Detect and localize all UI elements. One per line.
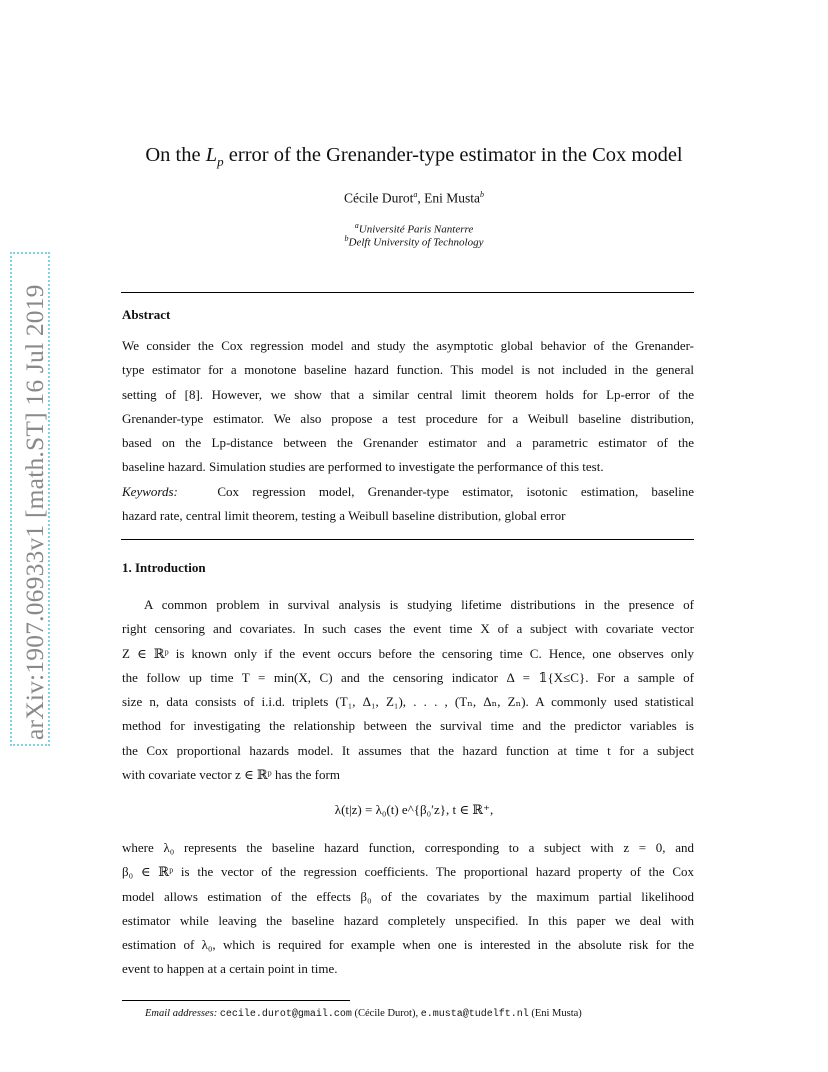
keywords-label: Keywords:	[122, 483, 178, 499]
abstract-line: baseline hazard. Simulation studies are performed to investigate the performance of this test.	[122, 459, 604, 475]
intro-line: method for investigating the relationship between the survival time and the predictor variables is	[122, 718, 694, 734]
abstract-body	[122, 334, 694, 528]
intro-line: the Cox proportional hazards model. It assumes that the hazard function at time t for a subject	[122, 742, 694, 758]
section-heading-introduction: 1. Introduction	[122, 560, 206, 575]
email-durot-link[interactable]: cecile.durot@gmail.com	[219, 1009, 352, 1020]
intro-line: estimator while leaving the baseline hazard completely unspecified. In this paper we deal with	[122, 912, 694, 928]
intro-line: estimation of λ₀, which is required for example when one is interested in the absolute risk for the	[122, 937, 694, 953]
author-musta-mark: b	[479, 190, 484, 199]
introduction-paragraph-2	[122, 836, 694, 982]
affiliation-a-name: Université Paris Nanterre	[358, 223, 474, 236]
email-musta-name: (Eni Musta)	[531, 1008, 582, 1019]
author-durot: Cécile Durot	[344, 190, 414, 206]
paper-title	[0, 144, 828, 170]
footnote-rule	[122, 1000, 350, 1001]
title-prefix: On the	[145, 144, 206, 166]
keywords-line	[122, 480, 694, 504]
affiliation-b-name: Delft University of Technology	[348, 236, 484, 249]
keywords-text: Cox regression model, Grenander-type estimator, isotonic estimation, baseline	[217, 483, 694, 499]
abstract-line: We consider the Cox regression model and study the asymptotic global behavior of the Grenander-	[122, 338, 694, 353]
affiliation-b-mark: b	[344, 234, 349, 243]
author-durot-mark: a	[413, 190, 418, 199]
author-musta: Eni Musta	[424, 190, 480, 206]
intro-line: event to happen at a certain point in time.	[122, 961, 338, 977]
intro-line: where λ₀ represents the baseline hazard function, corresponding to a subject with z = 0, and	[122, 840, 694, 855]
affiliation-b	[0, 234, 828, 249]
intro-line: the follow up time T = min(X, C) and the censoring indicator Δ = 𝟙{X≤C}. For a sample of	[122, 669, 694, 685]
intro-line: right censoring and covariates. In such cases the event time X of a subject with covariate vector	[122, 621, 694, 637]
abstract-bottom-rule	[121, 539, 694, 540]
arxiv-identifier[interactable]: arXiv:1907.06933v1 [math.ST] 16 Jul 2019	[20, 284, 49, 740]
abstract-line: type estimator for a monotone baseline hazard function. This model is not included in the general	[122, 362, 694, 378]
intro-line: Z ∈ ℝᵖ is known only if the event occurs before the censoring time C. Hence, one observes only	[122, 645, 694, 661]
abstract-line: setting of [8]. However, we show that a similar central limit theorem holds for Lp-error of the	[122, 386, 694, 402]
cox-model-equation: λ(t|z) = λ₀(t) e^{β₀′z}, t ∈ ℝ⁺,	[334, 802, 494, 817]
email-musta-link[interactable]: e.musta@tudelft.nl	[420, 1009, 529, 1020]
intro-line: size n, data consists of i.i.d. triplets (T₁, Δ₁, Z₁), . . . , (Tₙ, Δₙ, Zₙ). A commonly used statistical	[122, 694, 694, 710]
author-line	[0, 190, 828, 207]
abstract-heading: Abstract	[122, 307, 171, 322]
abstract-top-rule	[121, 292, 694, 293]
keywords-line: hazard rate, central limit theorem, testing a Weibull baseline distribution, global error	[122, 508, 566, 524]
introduction-paragraph-1	[122, 593, 694, 787]
intro-line: model allows estimation of the effects β₀ of the covariates by the maximum partial likelihood	[122, 888, 694, 904]
affiliation-a-mark: a	[354, 221, 359, 230]
intro-line: β₀ ∈ ℝᵖ is the vector of the regression coefficients. The proportional hazard property of the Cox	[122, 864, 694, 880]
title-math: L	[205, 144, 218, 166]
abstract-line: based on the Lp-distance between the Grenander estimator and a parametric estimator of the	[122, 435, 694, 451]
abstract-line: Grenander-type estimator. We also propose a test procedure for a Weibull baseline distribution,	[122, 410, 694, 426]
footnote-label: Email addresses:	[145, 1008, 218, 1019]
title-suffix: error of the Grenander-type estimator in the Cox model	[223, 144, 683, 166]
intro-line: A common problem in survival analysis is studying lifetime distributions in the presence of	[144, 597, 694, 612]
email-durot-name: (Cécile Durot),	[354, 1008, 419, 1019]
author-separator: ,	[417, 190, 425, 206]
footnote-emails	[145, 1008, 582, 1020]
intro-line: with covariate vector z ∈ ℝᵖ has the form	[122, 767, 340, 783]
title-math-sub: p	[217, 154, 224, 170]
